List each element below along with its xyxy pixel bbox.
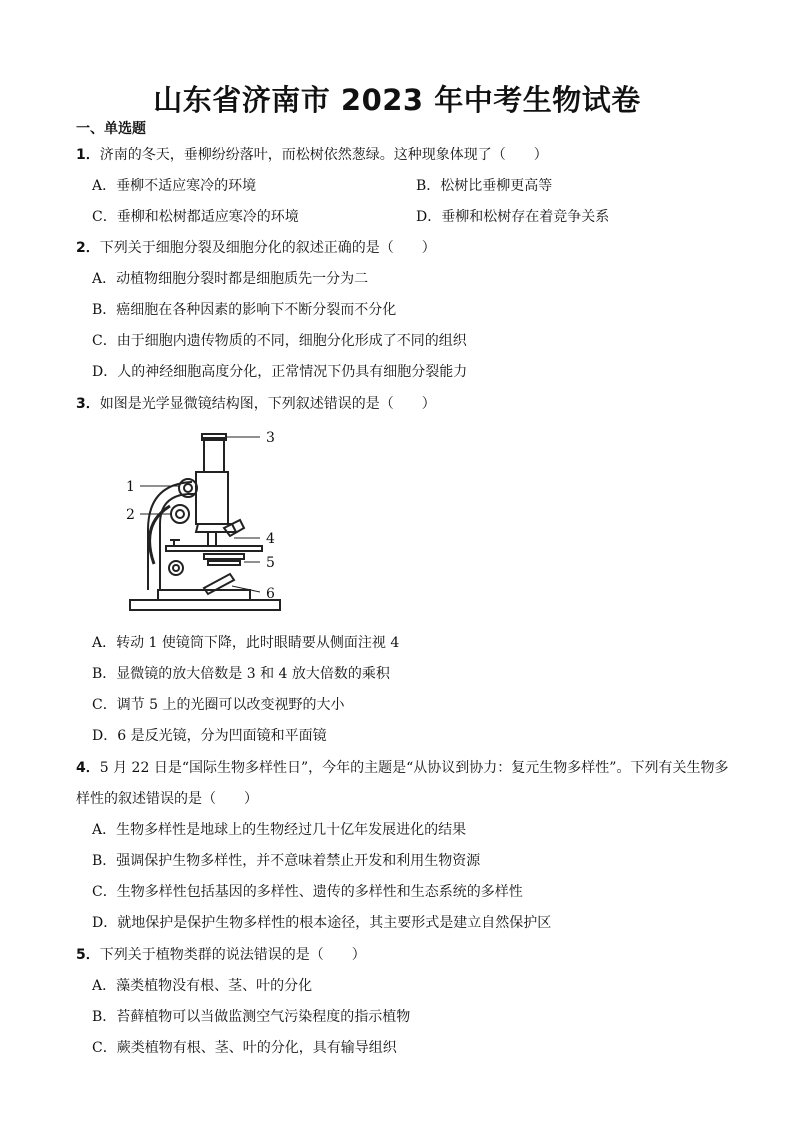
option-4d: D．就地保护是保护生物多样性的根本途径，其主要形式是建立自然保护区 <box>92 915 552 931</box>
question-number: 1． <box>76 147 100 163</box>
question-2 <box>76 238 436 258</box>
option-3c: C．调节 5 上的光圈可以改变视野的大小 <box>92 697 345 713</box>
question-4-stem-continued: 样性的叙述错误的是（ ） <box>76 791 258 807</box>
figure-label-6: 6 <box>266 586 275 602</box>
option-4a: A．生物多样性是地球上的生物经过几十亿年发展进化的结果 <box>92 822 467 838</box>
figure-label-4: 4 <box>266 531 275 547</box>
question-stem: 下列关于植物类群的说法错误的是（ ） <box>99 947 366 963</box>
option-5c: C．蕨类植物有根、茎、叶的分化，具有输导组织 <box>92 1040 397 1056</box>
option-1d: D．垂柳和松树存在着竞争关系 <box>416 209 610 225</box>
figure-label-2: 2 <box>126 507 135 523</box>
figure-label-5: 5 <box>266 555 275 571</box>
question-stem: 下列关于细胞分裂及细胞分化的叙述正确的是（ ） <box>99 240 436 256</box>
option-1b: B．松树比垂柳更高等 <box>416 178 553 194</box>
question-1 <box>76 145 548 165</box>
option-2a: A．动植物细胞分裂时都是细胞质先一分为二 <box>92 271 369 287</box>
option-3b: B．显微镜的放大倍数是 3 和 4 放大倍数的乘积 <box>92 666 390 682</box>
question-4 <box>76 758 728 778</box>
figure-label-1: 1 <box>126 479 135 495</box>
question-3 <box>76 394 436 414</box>
question-number: 5． <box>76 947 100 963</box>
option-2b: B．癌细胞在各种因素的影响下不断分裂而不分化 <box>92 302 397 318</box>
question-5 <box>76 945 366 965</box>
objective-lens <box>208 532 216 546</box>
eyepiece <box>204 438 224 472</box>
lens-tube <box>196 472 228 524</box>
microscope-diagram <box>100 424 300 620</box>
stage <box>166 546 262 551</box>
question-number: 4． <box>76 760 100 776</box>
option-1a: A．垂柳不适应寒冷的环境 <box>92 178 257 194</box>
figure-label-3: 3 <box>266 430 275 446</box>
option-5a: A．藻类植物没有根、茎、叶的分化 <box>92 978 313 994</box>
option-1c: C．垂柳和松树都适应寒冷的环境 <box>92 209 299 225</box>
question-stem: 如图是光学显微镜结构图，下列叙述错误的是（ ） <box>99 396 436 412</box>
microscope-base <box>130 600 280 610</box>
fine-adjust-knob <box>171 505 189 523</box>
option-4c: C．生物多样性包括基因的多样性、遗传的多样性和生态系统的多样性 <box>92 884 523 900</box>
diaphragm <box>204 554 244 559</box>
question-stem: 济南的冬天，垂柳纷纷落叶，而松树依然葱绿。这种现象体现了（ ） <box>99 147 548 163</box>
page-title: 山东省济南市 2023 年中考生物试卷 <box>153 83 641 117</box>
section-heading: 一、单选题 <box>76 121 146 137</box>
question-number: 3． <box>76 396 100 412</box>
question-stem: 5 月 22 日是“国际生物多样性日”，今年的主题是“从协议到协力：复元生物多样性”。下列有关生物多 <box>99 760 729 776</box>
question-number: 2． <box>76 240 100 256</box>
option-5b: B．苔藓植物可以当做监测空气污染程度的指示植物 <box>92 1009 411 1025</box>
option-2c: C．由于细胞内遗传物质的不同，细胞分化形成了不同的组织 <box>92 333 467 349</box>
option-3d: D．6 是反光镜，分为凹面镜和平面镜 <box>92 728 327 744</box>
option-4b: B．强调保护生物多样性，并不意味着禁止开发和利用生物资源 <box>92 853 481 869</box>
option-3a: A．转动 1 使镜筒下降，此时眼睛要从侧面注视 4 <box>92 635 400 651</box>
option-2d: D．人的神经细胞高度分化，正常情况下仍具有细胞分裂能力 <box>92 364 468 380</box>
